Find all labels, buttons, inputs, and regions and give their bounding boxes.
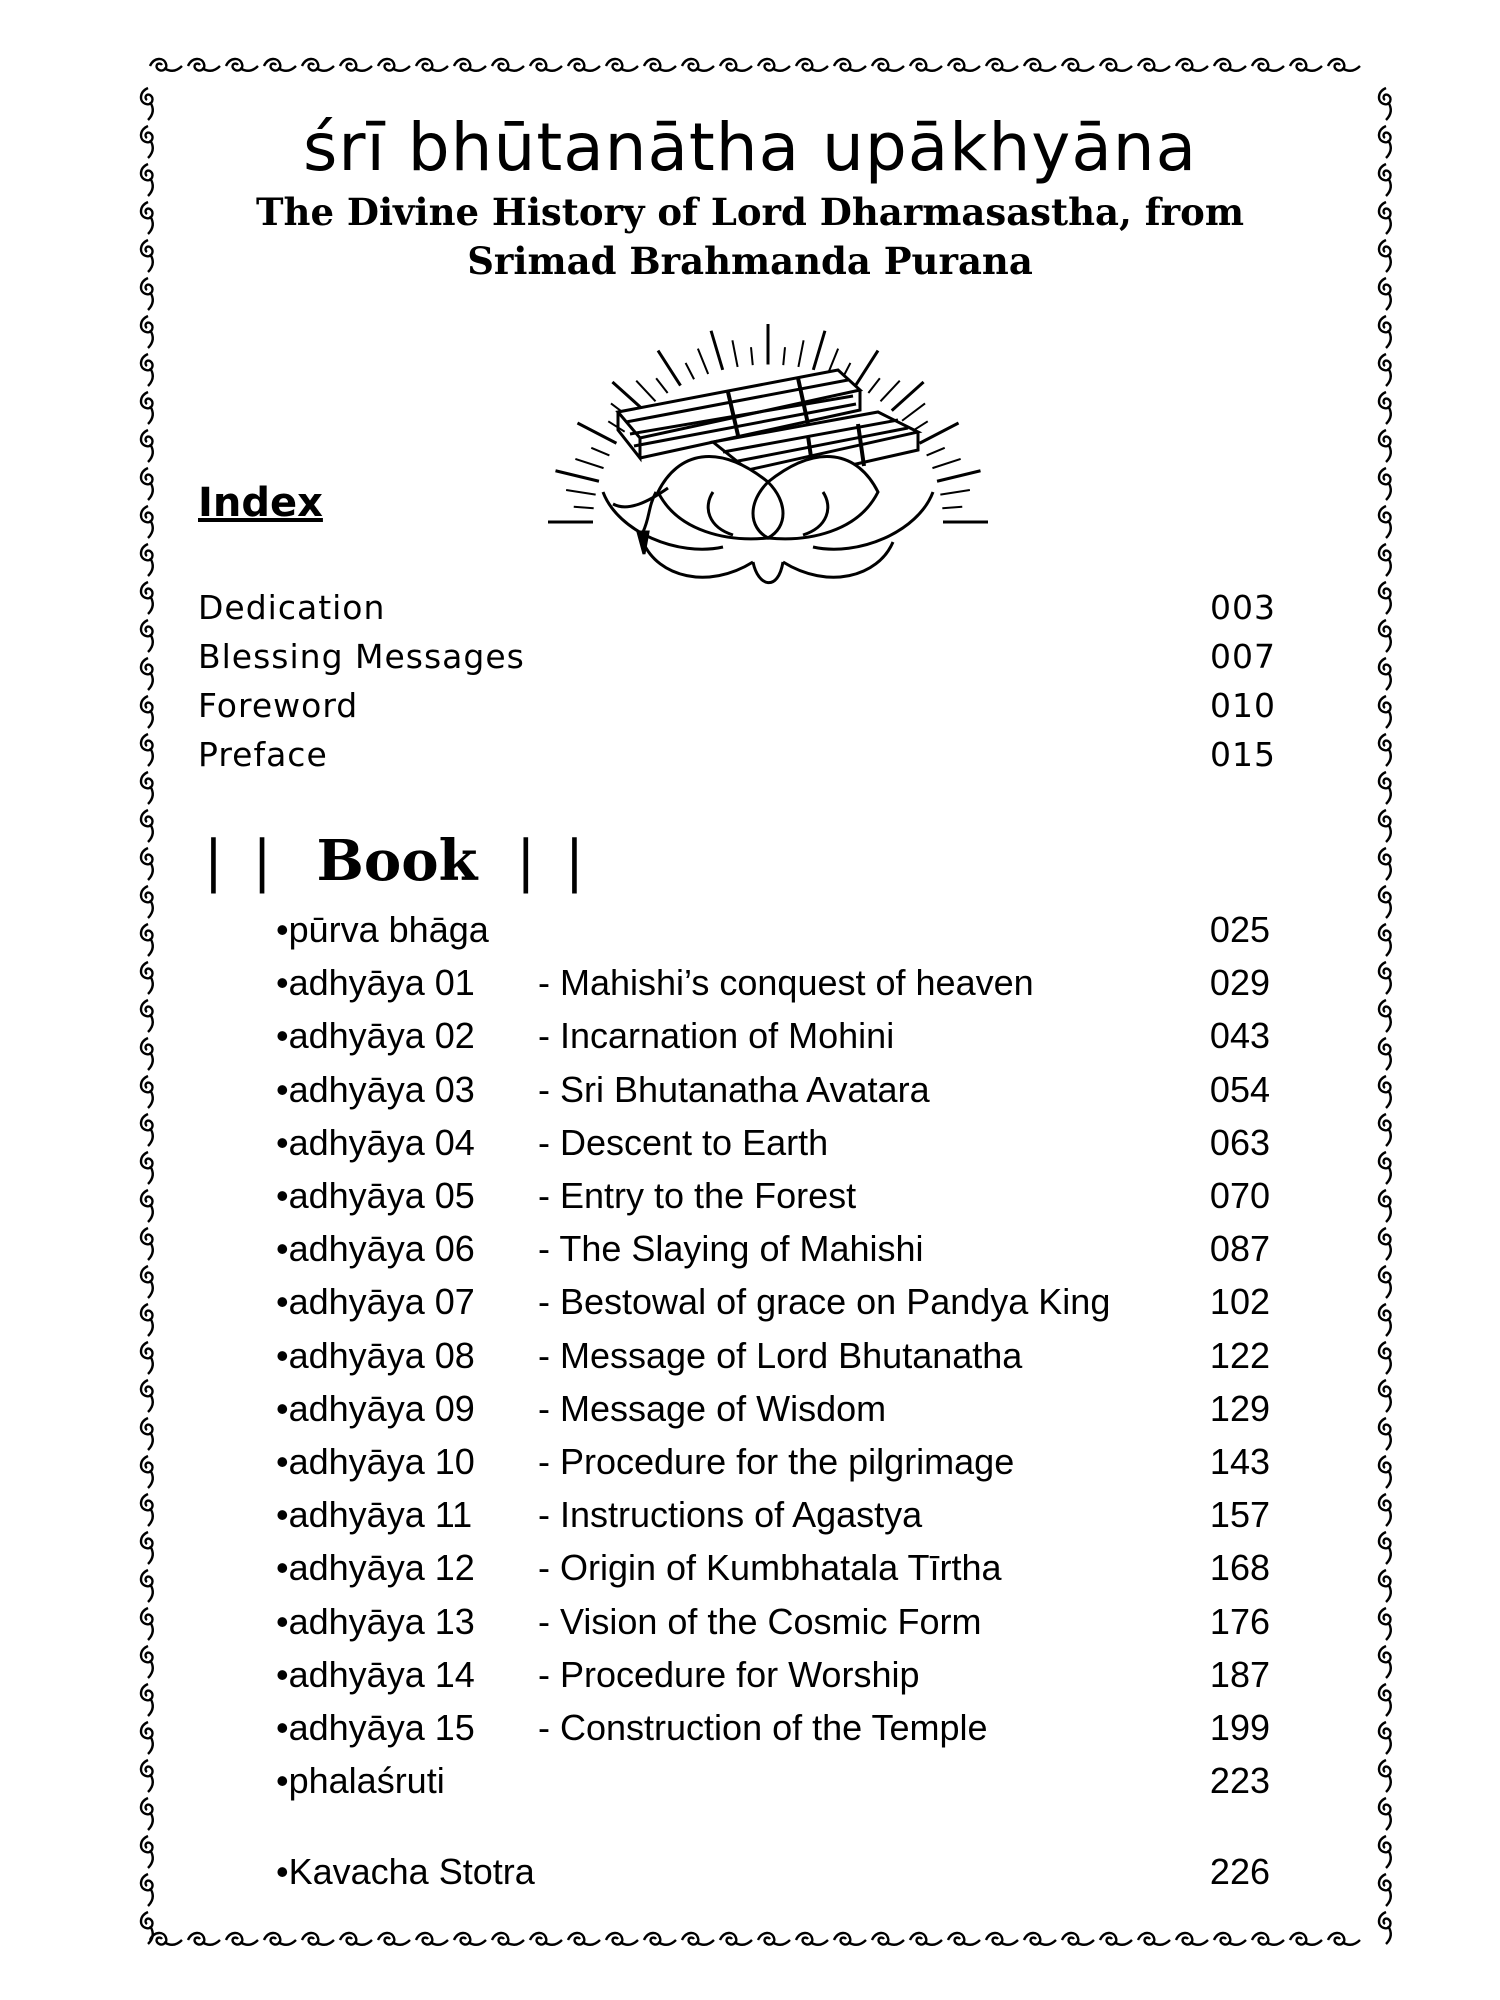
index-item: [198, 686, 1276, 726]
toc-entry-page: 187: [1209, 1653, 1270, 1695]
toc-entry-page: 176: [1209, 1600, 1270, 1642]
subtitle-line-1: The Divine History of Lord Dharmasastha, from: [256, 190, 1244, 234]
toc-entry-label: •phalaśruti: [276, 1760, 445, 1802]
toc-entry-page: 102: [1209, 1281, 1270, 1323]
subtitle-line-2: Srimad Brahmanda Purana: [467, 239, 1033, 283]
index-item-page: 007: [1210, 637, 1276, 676]
toc-entry-title: - Bestowal of grace on Pandya King: [538, 1281, 1111, 1323]
index-item-page: 010: [1210, 686, 1276, 725]
toc-entry-page: 157: [1209, 1494, 1270, 1536]
toc-entry-label: •adhyāya 01: [276, 962, 475, 1004]
book-heading: [204, 828, 590, 895]
index-item-label: Preface: [198, 735, 328, 774]
toc-entry-label: •adhyāya 02: [276, 1015, 475, 1057]
toc-entry-label: •adhyāya 10: [276, 1441, 475, 1482]
toc-entry-label: •adhyāya 09: [276, 1387, 475, 1429]
toc-entry-page: 223: [1209, 1760, 1270, 1802]
toc-entry-label: •adhyāya 05: [276, 1175, 475, 1216]
book-heading-text: Book: [316, 828, 478, 894]
palm-leaf-manuscript-on-lotus-icon: [508, 292, 1028, 602]
index-item: [198, 637, 1276, 677]
toc-entry-page: 143: [1209, 1441, 1270, 1482]
toc-entry-title: - Descent to Earth: [538, 1121, 829, 1163]
toc-entry-page: 226: [1209, 1851, 1270, 1892]
toc-entry-label: •adhyāya 07: [276, 1281, 475, 1323]
index-item: [198, 588, 1276, 628]
index-item-label: Blessing Messages: [198, 637, 525, 676]
toc-entry-title: - Procedure for the pilgrimage: [538, 1441, 1015, 1482]
toc-entry-label: •pūrva bhāga: [276, 909, 489, 950]
toc-entry-title: - Mahishi’s conquest of heaven: [538, 962, 1034, 1004]
index-item-page: 003: [1210, 588, 1276, 627]
toc-entry-title: - Entry to the Forest: [538, 1175, 857, 1216]
toc-entry-page: 129: [1209, 1387, 1270, 1429]
toc-entry-label: •adhyāya 06: [276, 1228, 475, 1270]
toc-entry-label: •adhyāya 04: [276, 1121, 475, 1163]
page-title: śrī bhūtanātha upākhyāna: [302, 109, 1198, 186]
toc-entry-page: 199: [1209, 1707, 1270, 1748]
index-heading: Index: [198, 480, 323, 526]
toc-entry-label: •adhyāya 08: [276, 1334, 475, 1376]
toc-entry-page: 063: [1209, 1121, 1270, 1163]
toc-entry-title: - Construction of the Temple: [538, 1707, 988, 1748]
toc-entry-title: - The Slaying of Mahishi: [538, 1228, 924, 1270]
toc-entry-label: •adhyāya 03: [276, 1068, 475, 1110]
toc-entry-page: 087: [1209, 1228, 1270, 1270]
toc-entry-page: 054: [1209, 1068, 1270, 1110]
toc-entry-page: 168: [1209, 1547, 1270, 1589]
toc-entry-title: - Message of Wisdom: [538, 1387, 887, 1429]
toc-entry-label: •adhyāya 13: [276, 1600, 475, 1642]
toc-entry-title: - Message of Lord Bhutanatha: [538, 1334, 1023, 1376]
book-heading-bars-right: | |: [516, 829, 590, 894]
toc-entry-page: 029: [1209, 962, 1270, 1004]
toc-entry-label: •Kavacha Stotra: [276, 1851, 535, 1892]
index-item-label: Foreword: [198, 686, 359, 725]
toc-entry-page: 070: [1209, 1175, 1270, 1216]
index-item-page: 015: [1210, 735, 1276, 774]
toc-entry-page: 122: [1209, 1334, 1270, 1376]
toc-entry-title: - Sri Bhutanatha Avatara: [538, 1068, 930, 1110]
toc-entry-title: - Incarnation of Mohini: [538, 1015, 895, 1057]
toc-entry-label: •adhyāya 11: [276, 1494, 473, 1536]
toc-entry-label: •adhyāya 12: [276, 1547, 475, 1589]
toc-entry-title: - Procedure for Worship: [538, 1653, 920, 1695]
index-item-label: Dedication: [198, 588, 386, 627]
book-heading-bars-left: | |: [204, 829, 278, 894]
toc-entry-title: - Instructions of Agastya: [538, 1494, 923, 1536]
toc-entry-page: 025: [1209, 909, 1270, 950]
toc-entry-title: - Origin of Kumbhatala Tīrtha: [538, 1547, 1002, 1589]
toc-entry-label: •adhyāya 14: [276, 1653, 475, 1695]
toc-entry-label: •adhyāya 15: [276, 1707, 475, 1748]
toc-entry-title: - Vision of the Cosmic Form: [538, 1600, 982, 1642]
toc-entry-page: 043: [1209, 1015, 1270, 1057]
index-item: [198, 735, 1276, 775]
